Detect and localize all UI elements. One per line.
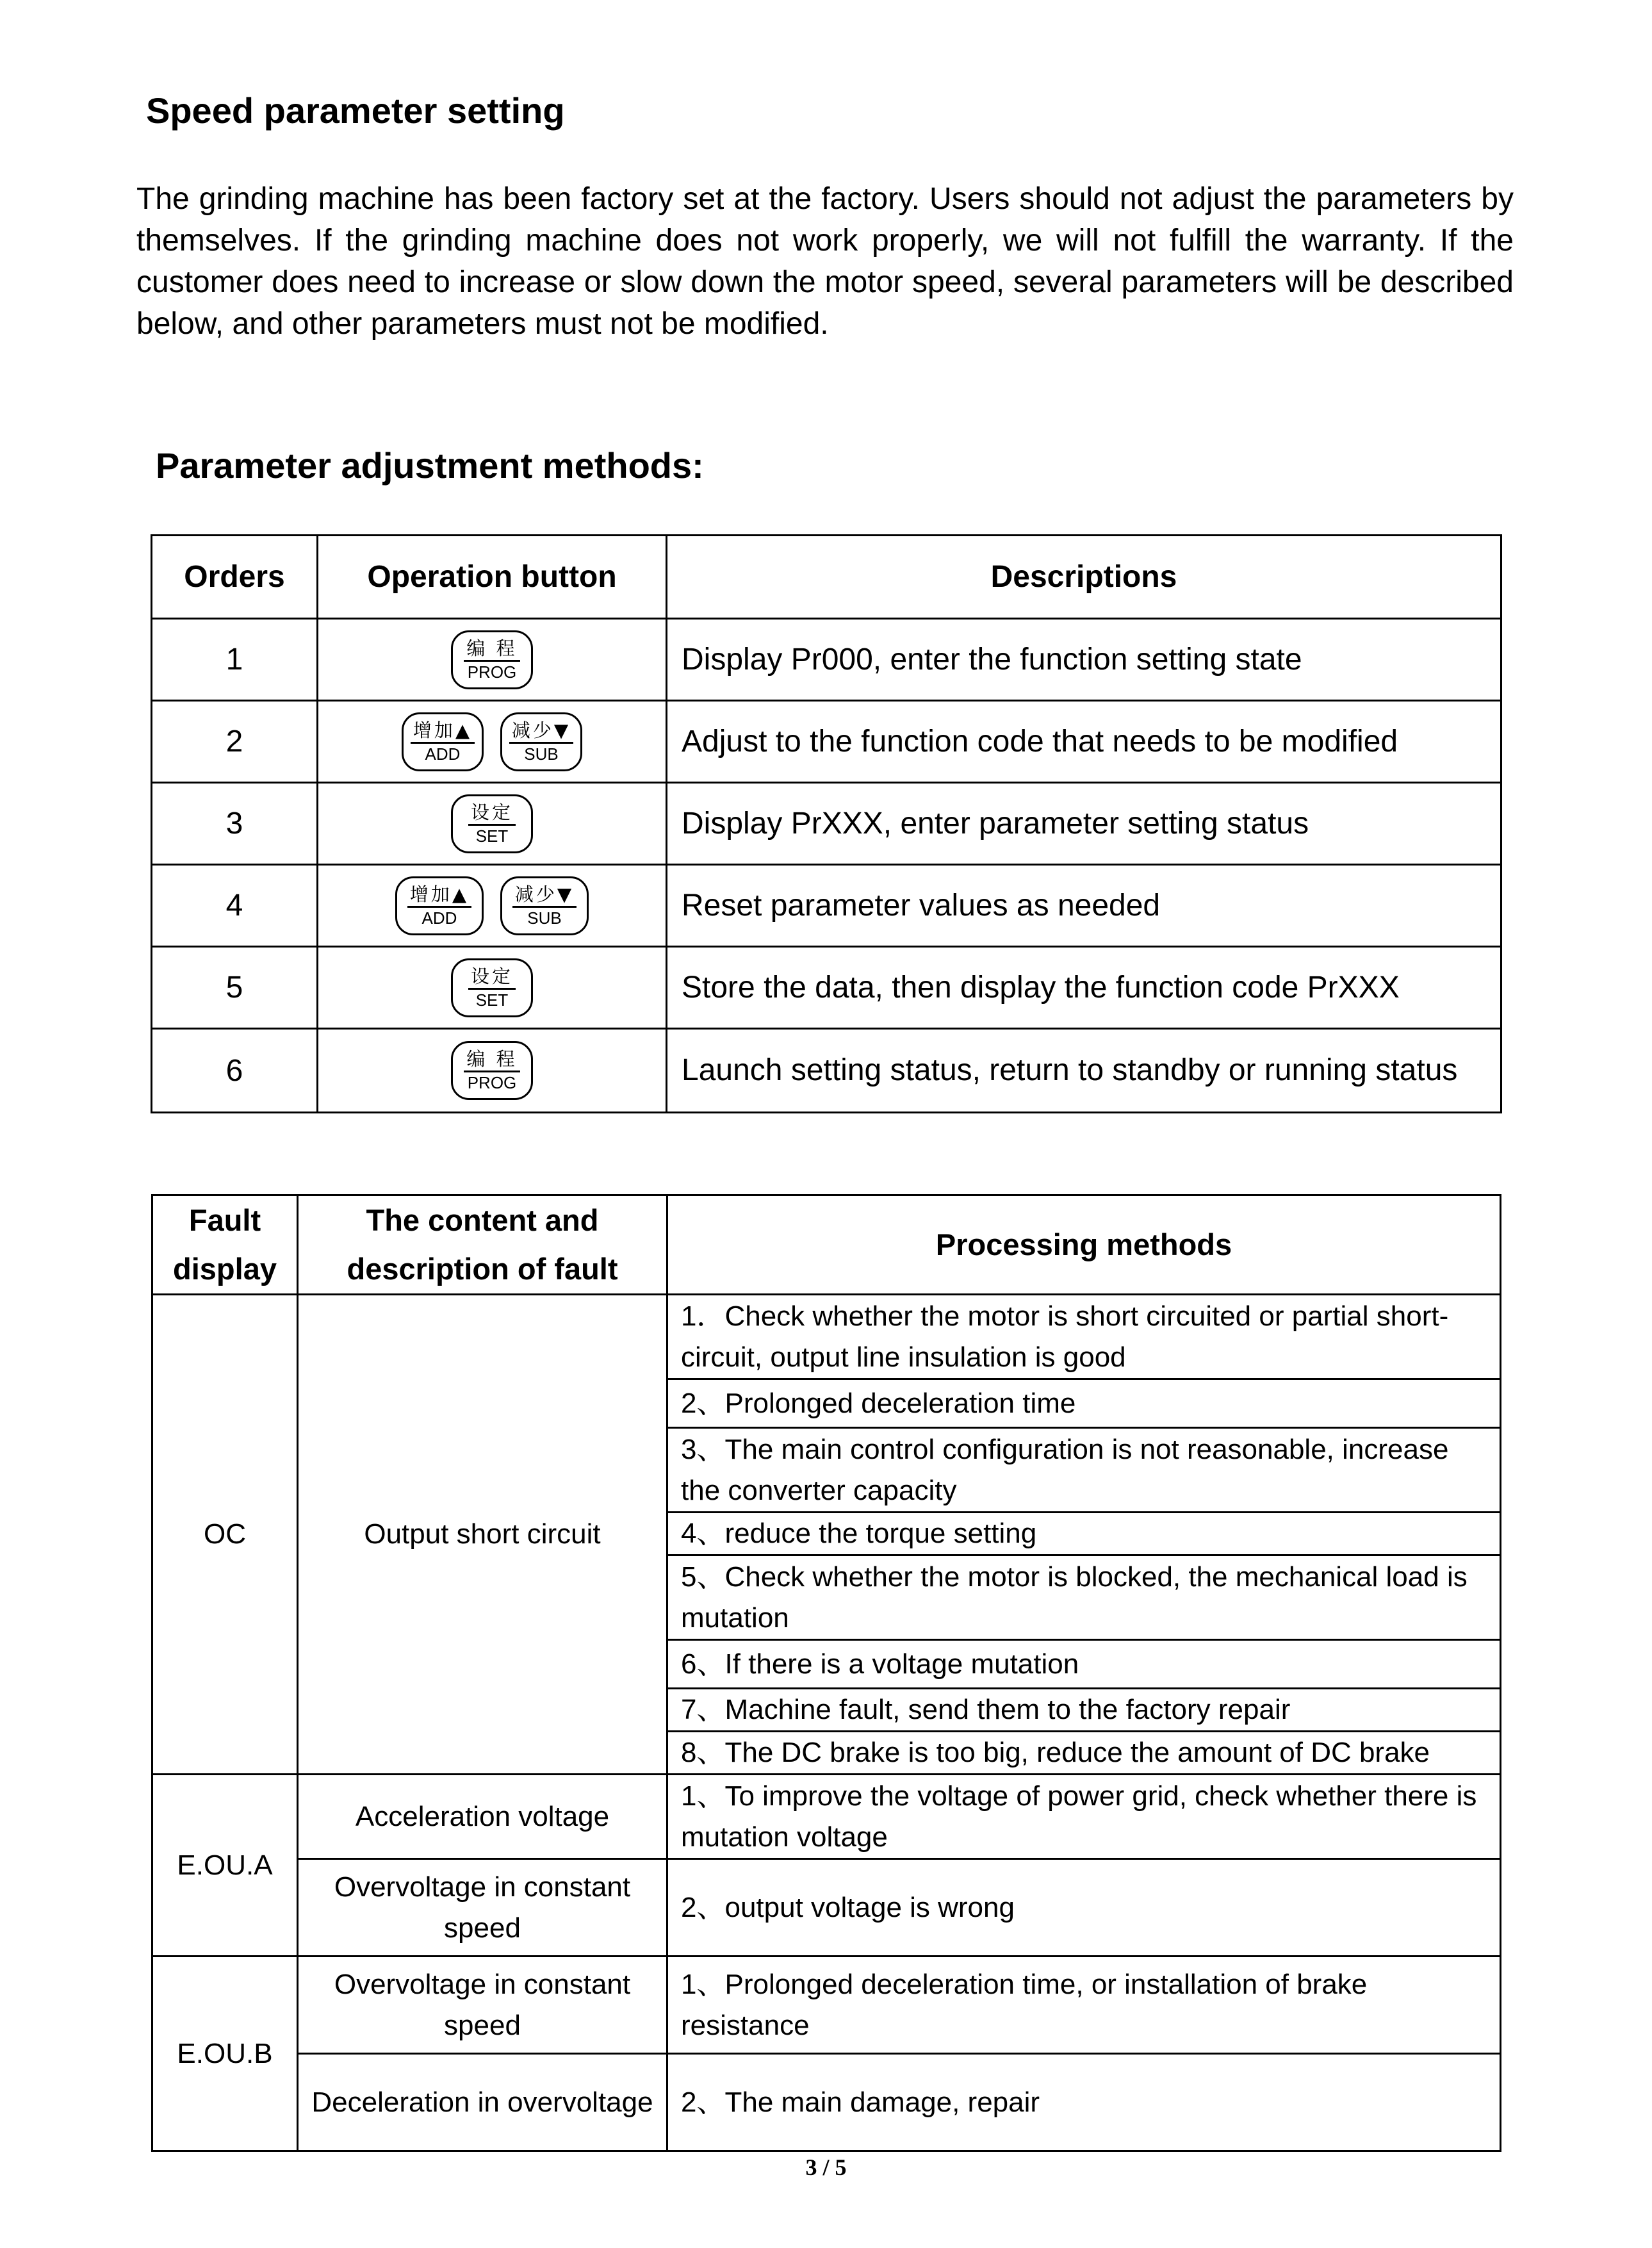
header-processing-methods: Processing methods [667, 1195, 1501, 1295]
order-number: 1 [152, 619, 318, 701]
processing-method: 6、If there is a voltage mutation [667, 1640, 1501, 1689]
operation-button-cell [318, 783, 667, 865]
key-cn-label: 减少▼ [512, 883, 577, 908]
key-en-label: ADD [421, 908, 457, 928]
prog-key-icon [451, 630, 533, 689]
key-cn-label: 增加▲ [407, 883, 471, 908]
processing-method: 2、output voltage is wrong [667, 1859, 1501, 1957]
description-cell: Display Pr000, enter the function setting state [667, 619, 1501, 701]
key-cn-label: 设定 [468, 965, 516, 990]
table-row [152, 865, 1501, 947]
fault-code-oc: OC [152, 1295, 298, 1775]
table-row [152, 783, 1501, 865]
description-cell: Adjust to the function code that needs to be modified [667, 701, 1501, 783]
header-descriptions: Descriptions [667, 536, 1501, 619]
operation-button-cell [318, 701, 667, 783]
table-row [152, 1029, 1501, 1113]
key-en-label: SET [475, 990, 509, 1010]
add-key-icon [395, 876, 484, 935]
order-number: 3 [152, 783, 318, 865]
key-en-label: SET [475, 826, 509, 846]
table-row [152, 1859, 1501, 1957]
intro-paragraph: The grinding machine has been factory set at the factory. Users should not adjust the parameters by themselves. If the grinding machine does not work properly, we will not fulfill the warranty. If the customer does need to increase or slow down the motor speed, several parameters will be described below, and other parameters must not be modified. [136, 182, 1514, 341]
fault-code-eoub: E.OU.B [152, 1957, 298, 2151]
key-cn-label: 编 程 [464, 1048, 519, 1072]
processing-method: 1、Prolonged deceleration time, or installation of brake resistance [667, 1957, 1501, 2054]
table-row [152, 619, 1501, 701]
description-cell: Launch setting status, return to standby or running status [667, 1029, 1501, 1113]
operation-button-cell [318, 619, 667, 701]
set-key-icon [451, 958, 533, 1017]
table-row [152, 2054, 1501, 2151]
prog-key-icon [451, 1041, 533, 1100]
fault-description: Overvoltage in constant speed [298, 1859, 667, 1957]
operation-button-cell [318, 1029, 667, 1113]
table-row [152, 1957, 1501, 2054]
key-en-label: PROG [467, 1073, 517, 1092]
table-row [152, 947, 1501, 1029]
processing-method: 4、reduce the torque setting [667, 1513, 1501, 1555]
key-cn-label: 编 程 [464, 637, 519, 662]
key-cn-label: 增加▲ [411, 719, 475, 744]
header-orders: Orders [152, 536, 318, 619]
header-fault-display: Fault display [152, 1195, 298, 1295]
order-number: 5 [152, 947, 318, 1029]
description-cell: Store the data, then display the function code PrXXX [667, 947, 1501, 1029]
order-number: 6 [152, 1029, 318, 1113]
header-fault-content: The content and description of fault [298, 1195, 667, 1295]
description-cell: Display PrXXX, enter parameter setting status [667, 783, 1501, 865]
fault-description: Output short circuit [298, 1295, 667, 1775]
operation-button-cell [318, 865, 667, 947]
key-en-label: SUB [527, 908, 562, 928]
sub-key-icon [500, 712, 582, 771]
processing-method: 1、To improve the voltage of power grid, check whether there is mutation voltage [667, 1775, 1501, 1859]
operation-button-cell [318, 947, 667, 1029]
sub-key-icon [500, 876, 589, 935]
table-row [152, 701, 1501, 783]
adjustment-heading: Parameter adjustment methods: [156, 445, 704, 486]
processing-method: 5、Check whether the motor is blocked, the mechanical load is mutation [667, 1555, 1501, 1640]
key-en-label: SUB [524, 744, 559, 764]
table-row [152, 1295, 1501, 1379]
processing-method: 2、Prolonged deceleration time [667, 1379, 1501, 1428]
page-title: Speed parameter setting [146, 90, 565, 131]
processing-method: 7、Machine fault, send them to the factory repair [667, 1689, 1501, 1732]
table-header-row [152, 536, 1501, 619]
processing-method: 8、The DC brake is too big, reduce the amount of DC brake [667, 1732, 1501, 1775]
fault-code-eoua: E.OU.A [152, 1775, 298, 1957]
page-number: 3 / 5 [805, 2154, 847, 2180]
parameter-adjustment-table [151, 534, 1502, 1113]
processing-method: 3、The main control configuration is not reasonable, increase the converter capacity [667, 1428, 1501, 1513]
fault-description: Overvoltage in constant speed [298, 1957, 667, 2054]
header-operation-button: Operation button [318, 536, 667, 619]
key-cn-label: 减少▼ [509, 719, 573, 744]
fault-table [151, 1194, 1501, 2152]
key-cn-label: 设定 [468, 801, 516, 826]
order-number: 4 [152, 865, 318, 947]
fault-description: Deceleration in overvoltage [298, 2054, 667, 2151]
key-en-label: ADD [425, 744, 461, 764]
processing-method: 1．Check whether the motor is short circuited or partial short-circuit, output line insulation is good [667, 1295, 1501, 1379]
table-header-row [152, 1195, 1501, 1295]
description-cell: Reset parameter values as needed [667, 865, 1501, 947]
key-en-label: PROG [467, 662, 517, 682]
order-number: 2 [152, 701, 318, 783]
set-key-icon [451, 794, 533, 853]
processing-method: 2、The main damage, repair [667, 2054, 1501, 2151]
table-row [152, 1775, 1501, 1859]
add-key-icon [402, 712, 484, 771]
fault-description: Acceleration voltage [298, 1775, 667, 1859]
